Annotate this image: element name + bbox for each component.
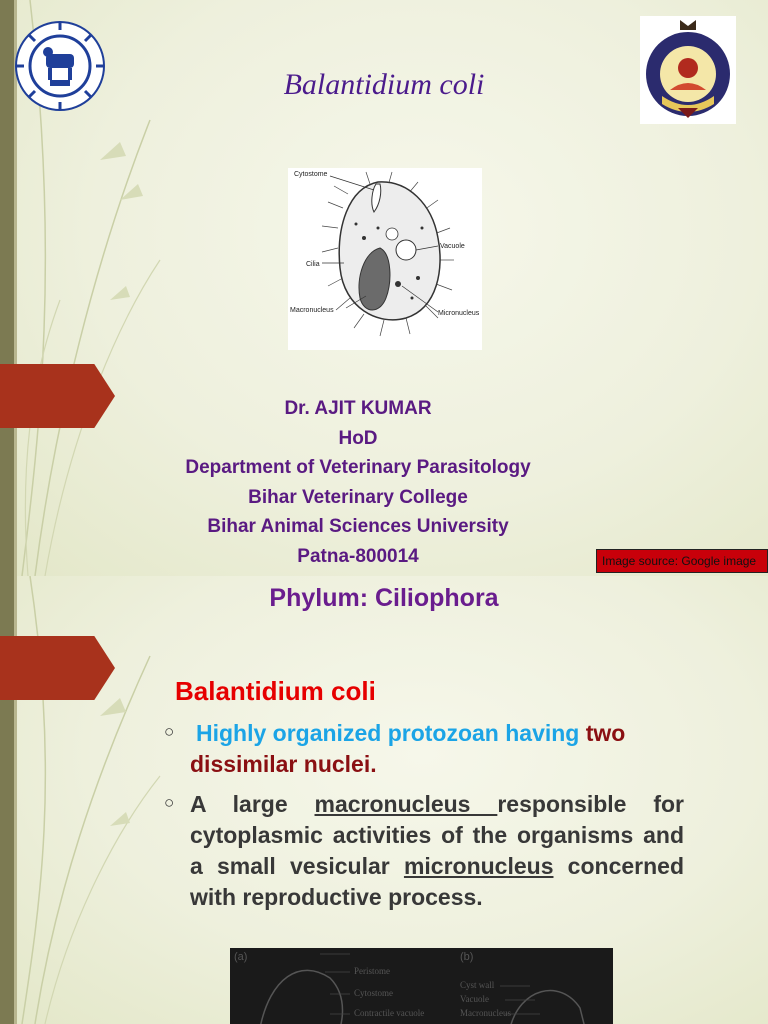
text-protozoan: protozoan	[387, 720, 499, 746]
label-cilia: Cilia	[306, 261, 320, 268]
arrow-tab-icon	[0, 636, 115, 700]
image-source-label: Image source: Google image	[596, 549, 768, 573]
author-name: Dr. AJIT KUMAR	[284, 398, 432, 419]
author-block	[0, 394, 716, 571]
label-macronucleus: Macronucleus	[290, 307, 334, 314]
label-micronucleus: Micronucleus	[438, 310, 480, 317]
label-contractile: Contractile vacuole	[354, 1008, 425, 1018]
slide-title-text: Balantidium coli	[283, 68, 485, 101]
balantidium-diagram	[288, 168, 482, 350]
text-organized: organized	[272, 720, 382, 746]
label-cytostome: Cytostome	[294, 171, 328, 178]
label-peristome: Peristome	[354, 966, 390, 976]
label-cytostome-b: Cytostome	[354, 988, 394, 998]
text-a-large: A large	[190, 791, 315, 817]
bullet-item-1	[160, 718, 684, 780]
text-micronucleus: micronucleus	[403, 853, 554, 879]
author-position: HoD	[338, 427, 378, 449]
label-vacuole-b: Vacuole	[460, 994, 489, 1004]
author-department: Department of Veterinary Parasitology	[185, 457, 531, 478]
bullet-list	[160, 718, 684, 922]
label-b: (b)	[460, 951, 474, 963]
author-college: Bihar Veterinary College	[248, 486, 468, 508]
text-macronucleus: macronucleus	[314, 791, 498, 817]
text-having: having	[505, 720, 580, 746]
text-concerned: concerned with reproductive process.	[190, 853, 684, 910]
label-a: (a)	[234, 951, 248, 963]
text-responsible: responsible for cytoplasmic activities of the organisms and a small vesicular	[190, 791, 684, 879]
label-macronucleus-b: Macronucleus	[460, 1008, 511, 1018]
slide-content	[0, 576, 768, 1024]
label-vacuole: Vacuole	[440, 243, 465, 250]
label-cyst-wall: Cyst wall	[460, 980, 495, 990]
bullet-circle-icon: ○	[164, 793, 175, 812]
text-highly: Highly	[196, 720, 267, 746]
phylum-heading: Phylum: Ciliophora	[269, 584, 499, 612]
author-university: Bihar Animal Sciences University	[207, 516, 509, 537]
bottom-diagram	[230, 948, 613, 1024]
organism-subheading: Balantidium coli	[175, 676, 376, 706]
text-two-nuclei: two dissimilar nuclei.	[190, 720, 626, 777]
author-address: Patna-800014	[297, 545, 419, 567]
bullet-item-2	[160, 789, 684, 913]
bullet-circle-icon: ○	[164, 722, 175, 741]
